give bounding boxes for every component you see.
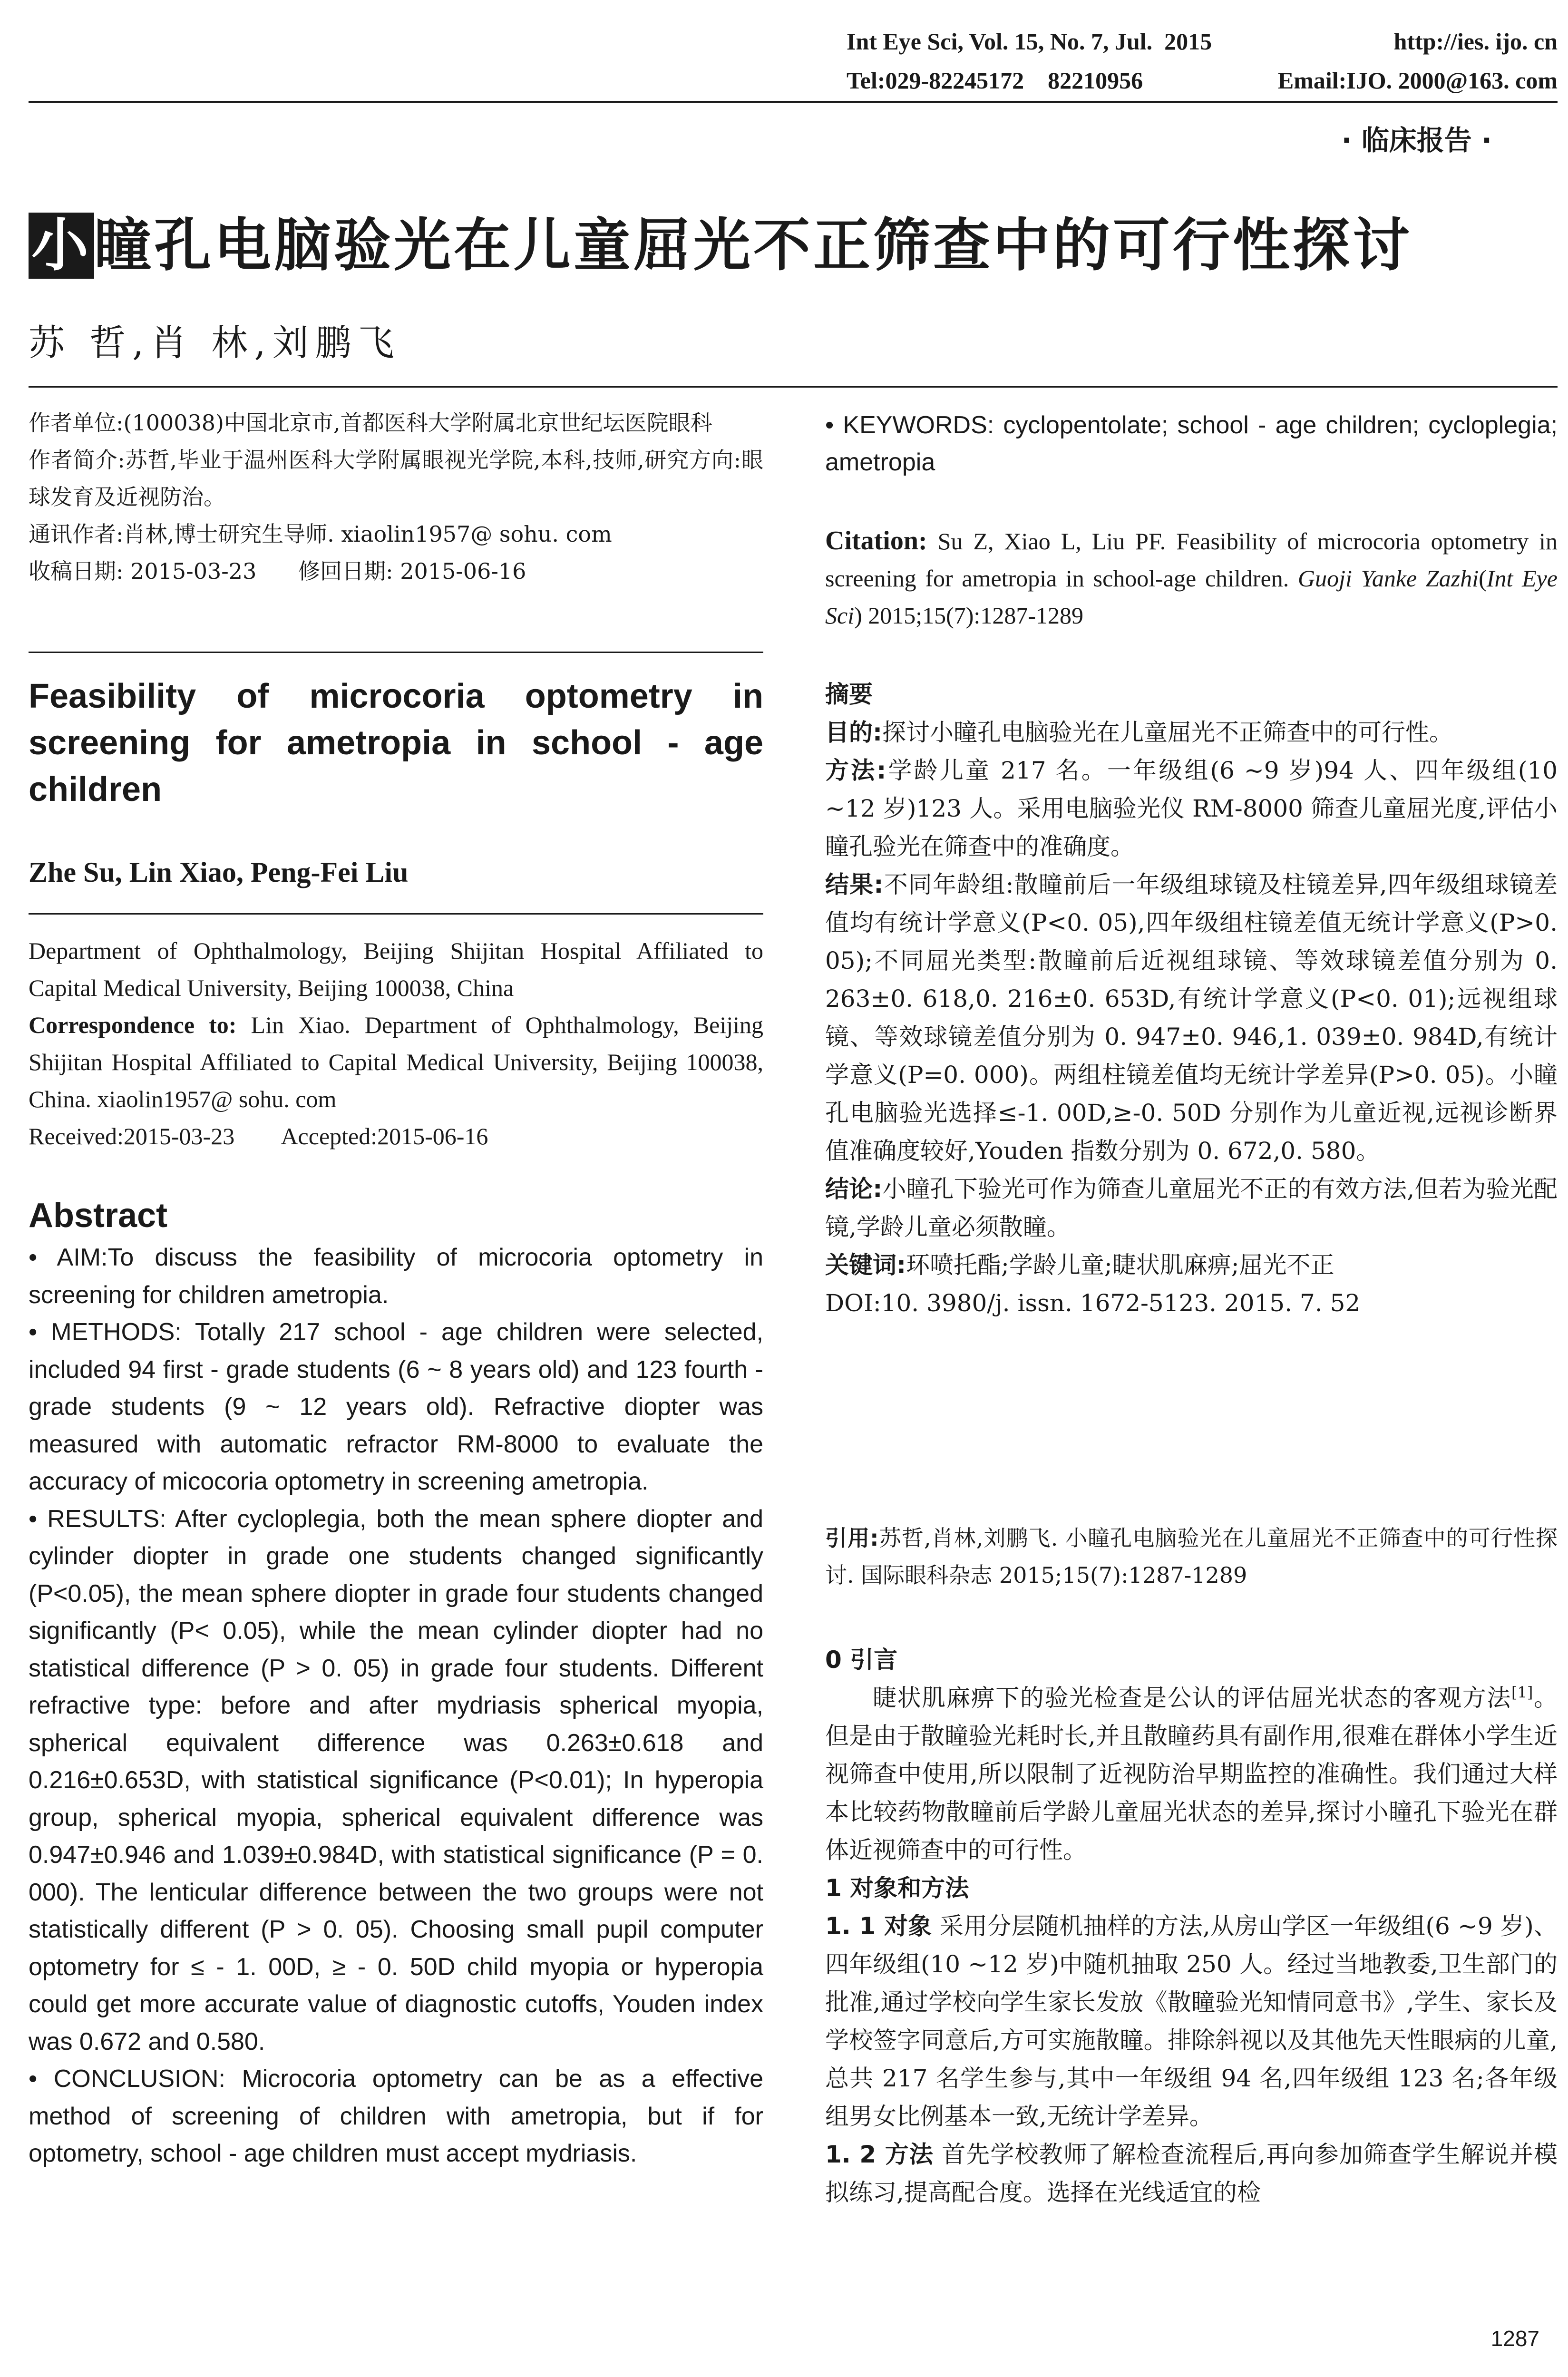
article-body bbox=[825, 1641, 1558, 2211]
method-text: 首先学校教师了解检查流程后,再向参加筛查学生解说并模拟练习,提高配合度。选择在光线适宜的检 bbox=[825, 2141, 1558, 2206]
abstract-conclusion: • CONCLUSION: Microcoria optometry can be as a effective method of screening of children with ametropia, but if for optometry, school - age children must accept mydriasis. bbox=[29, 2065, 763, 2167]
english-keywords: • KEYWORDS: cyclopentolate; school - age children; cycloplegia; ametropia bbox=[825, 411, 1558, 476]
affiliation-rule bbox=[29, 652, 763, 653]
title-rest: 瞳孔电脑验光在儿童屈光不正筛查中的可行性探讨 bbox=[94, 213, 1412, 279]
correspondence-text: Lin Xiao. Department of Ophthalmology, Beijing Shijitan Hospital Affiliated to Capital Medical University, Beijing 100038, China. xiaolin1957@ sohu. com bbox=[29, 1012, 764, 1112]
cn-conclusion-label: 结论: bbox=[825, 1175, 883, 1203]
abstract-heading: Abstract bbox=[29, 1197, 168, 1235]
citation-tail: ) 2015;15(7):1287-1289 bbox=[854, 602, 1083, 629]
english-authors: Zhe Su, Lin Xiao, Peng-Fei Liu bbox=[29, 857, 409, 888]
subjects-label: 1. 1 对象 bbox=[825, 1912, 932, 1940]
subjects-text: 采用分层随机抽样的方法,从房山学区一年级组(6 ~9 岁)、四年级组(10 ~12 岁)中随机抽取 250 人。经过当地教委,卫生部门的批准,通过学校向学生家长发放《散瞳验光知情同意书》,学生、家长及学校签字同意后,方可实施散瞳。排除斜视以及其他先天性眼病的儿童,总共 217 名学生参与,其中一年级组 94 名,四年级组 123 名;各年级组男女比例基本一致,无统计学差异。 bbox=[825, 1912, 1558, 2130]
cn-keywords bbox=[825, 1246, 1558, 1284]
english-title: Feasibility of microcoria optometry in screening for ametropia in school - age children bbox=[29, 677, 763, 809]
intro-reference: [1] bbox=[1511, 1683, 1533, 1702]
cn-abstract-conclusion bbox=[825, 1170, 1558, 1246]
methods-heading: 1 对象和方法 bbox=[825, 1874, 969, 1902]
subjects-paragraph bbox=[825, 1907, 1558, 2135]
doi: DOI:10. 3980/j. issn. 1672-5123. 2015. 7. 52 bbox=[825, 1289, 1361, 1317]
title-rule bbox=[29, 386, 1558, 388]
intro-text-b: 。但是由于散瞳验光耗时长,并且散瞳药具有副作用,很难在群体小学生近视筛查中使用,所以限制了近视防治早期监控的准确性。我们通过大样本比较药物散瞳前后学龄儿童屈光状态的差异,探讨小瞳孔下验光在群体近视筛查中的可行性。 bbox=[825, 1684, 1558, 1864]
citation-paren: ( bbox=[1479, 565, 1487, 592]
cn-abstract-methods bbox=[825, 751, 1558, 866]
correspondence-label: Correspondence to: bbox=[29, 1012, 237, 1038]
cn-methods-label: 方法: bbox=[825, 757, 886, 784]
english-affiliation-block bbox=[29, 932, 763, 1155]
cn-aim-label: 目的: bbox=[825, 719, 882, 746]
english-department: Department of Ophthalmology, Beijing Shijitan Hospital Affiliated to Capital Medical University, Beijing 100038, China bbox=[29, 937, 763, 1001]
dates-cn: 收稿日期: 2015-03-23 修回日期: 2015-06-16 bbox=[29, 558, 526, 584]
affiliation-cn: 作者单位:(100038)中国北京市,首都医科大学附属北京世纪坛医院眼科 bbox=[29, 410, 712, 436]
cn-results-text: 不同年龄组:散瞳前后一年级组球镜及柱镜差异,四年级组球镜差值均有统计学意义(P<0. 05),四年级组柱镜差值无统计学意义(P>0. 05);不同屈光类型:散瞳前后近视组球镜、等效球镜差值分别为 0. 263±0. 618,0. 216±0. 653D,有统计学意义(P<0. 01);远视组球镜、等效球镜差值分别为 0. 947±0. 946,1. 039±0. 984D,有统计学意义(P=0. 000)。两组柱镜差值均无统计学差异(P>0. 05)。小瞳孔电脑验光选择≤-1. 00D,≥-0. 50D 分别作为儿童近视,远视诊断界值准确度较好,Youden 指数分别为 0. 672,0. 580。 bbox=[825, 871, 1558, 1165]
header-rule bbox=[29, 101, 1558, 103]
citation-journal-en: Int Eye Sci bbox=[825, 565, 1558, 629]
cn-methods-text: 学龄儿童 217 名。一年级组(6 ~9 岁)94 人、四年级组(10 ~12 岁)123 人。采用电脑验光仪 RM-8000 筛查儿童屈光度,评估小瞳孔验光在筛查中的准确度。 bbox=[825, 757, 1558, 860]
cn-abstract-aim bbox=[825, 713, 1558, 751]
chinese-abstract bbox=[825, 675, 1558, 1322]
page-title bbox=[29, 200, 1412, 282]
journal-header: Int Eye Sci, Vol. 15, No. 7, Jul. 2015 bbox=[847, 28, 1212, 55]
cn-keywords-text: 环喷托酯;学龄儿童;睫状肌麻痹;屈光不正 bbox=[906, 1251, 1334, 1279]
intro-heading: 0 引言 bbox=[825, 1646, 898, 1674]
cn-conclusion-text: 小瞳孔下验光可作为筛查儿童屈光不正的有效方法,但若为验光配镜,学龄儿童必须散瞳。 bbox=[825, 1175, 1558, 1241]
method-label: 1. 2 方法 bbox=[825, 2141, 934, 2168]
authors-cn: 苏 哲,肖 林,刘鹏飞 bbox=[29, 321, 401, 364]
cn-results-label: 结果: bbox=[825, 871, 884, 898]
cn-abstract-heading: 摘要 bbox=[825, 681, 873, 708]
cn-keywords-label: 关键词: bbox=[825, 1251, 906, 1279]
corresponding-author-cn: 通讯作者:肖林,博士研究生导师. xiaolin1957@ sohu. com bbox=[29, 521, 612, 547]
page-number: 1287 bbox=[1490, 2326, 1539, 2351]
abstract-results: • RESULTS: After cycloplegia, both the mean sphere diopter and cylinder diopter in grade one students changed significantly (P<0.05), the mean sphere diopter in grade four students changed significantly (P< 0.05), while the mean cylinder diopter had no statistical difference (P > 0. 05) in grade four students. Different refractive type: before and after mydriasis spherical myopia, spherical equivalent difference was 0.263±0.618 and 0.216±0.653D, with statistical significance (P<0.01); In hyperopia group, spherical myopia, spherical equivalent difference was 0.947±0.946 and 1.039±0.984D, with statistical significance (P = 0. 000). The lenticular difference between the two groups were not statistically different (P > 0. 05). Choosing small pupil computer optometry for ≤ - 1. 00D, ≥ - 0. 50D child myopia or hyperopia could get more accurate value of diagnostic cutoffs, Youden index was 0.672 and 0.580. bbox=[29, 1505, 763, 2056]
journal-email: Email:IJO. 2000@163. com bbox=[1277, 67, 1558, 94]
english-abstract bbox=[29, 1196, 763, 2172]
english-citation bbox=[825, 522, 1558, 634]
abstract-aim: • AIM:To discuss the feasibility of microcoria optometry in screening for children ametropia. bbox=[29, 1244, 763, 1309]
cn-citation bbox=[825, 1520, 1558, 1594]
method-paragraph bbox=[825, 2135, 1558, 2211]
cn-aim-text: 探讨小瞳孔电脑验光在儿童屈光不正筛查中的可行性。 bbox=[882, 719, 1453, 746]
cn-citation-label: 引用: bbox=[825, 1525, 879, 1551]
citation-journal: Guoji Yanke Zazhi bbox=[1298, 565, 1479, 592]
intro-text-a: 睫状肌麻痹下的验光检查是公认的评估屈光状态的客观方法 bbox=[873, 1684, 1512, 1712]
journal-tel: Tel:029-82245172 82210956 bbox=[847, 67, 1143, 94]
citation-label: Citation: bbox=[825, 526, 927, 555]
author-bio-cn: 作者简介:苏哲,毕业于温州医科大学附属眼视光学院,本科,技师,研究方向:眼球发育及近视防治。 bbox=[29, 447, 763, 510]
citation-text: Su Z, Xiao L, Liu PF. Feasibility of microcoria optometry in screening for ametropia in school-age children. bbox=[825, 528, 1558, 592]
cn-citation-text: 苏哲,肖林,刘鹏飞. 小瞳孔电脑验光在儿童屈光不正筛查中的可行性探讨. 国际眼科杂志 2015;15(7):1287-1289 bbox=[825, 1525, 1558, 1588]
affiliation-block bbox=[29, 404, 763, 590]
english-authors-rule bbox=[29, 913, 763, 915]
intro-paragraph bbox=[825, 1679, 1558, 1869]
abstract-methods: • METHODS: Totally 217 school - age children were selected, included 94 first - grade students (6 ~ 8 years old) and 123 fourth - grade students (9 ~ 12 years old). Refractive diopter was measured with automatic refractor RM-8000 to evaluate the accuracy of micocoria optometry in screening ametropia. bbox=[29, 1318, 763, 1495]
title-first-char: 小 bbox=[29, 213, 94, 279]
section-tag: · 临床报告 · bbox=[1341, 124, 1492, 156]
english-correspondence bbox=[29, 1006, 763, 1118]
cn-abstract-results bbox=[825, 866, 1558, 1170]
english-keywords-block bbox=[825, 407, 1558, 481]
journal-url: http://ies. ijo. cn bbox=[1393, 28, 1558, 55]
english-dates: Received:2015-03-23 Accepted:2015-06-16 bbox=[29, 1123, 488, 1150]
